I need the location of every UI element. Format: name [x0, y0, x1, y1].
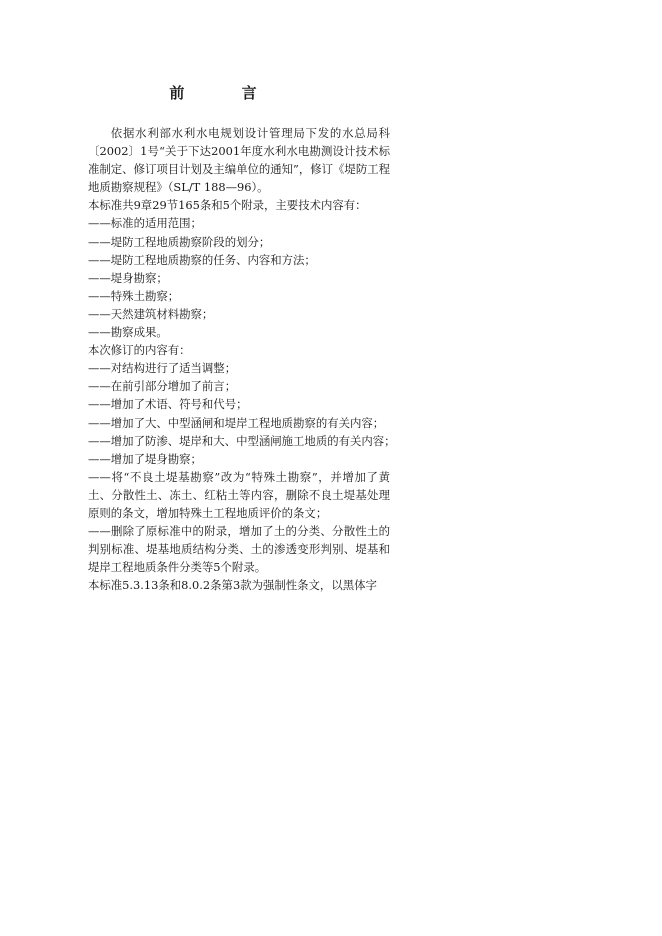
main-item: ——勘察成果。 [88, 325, 168, 340]
revision-item: ——增加了术语、符号和代号； [88, 397, 248, 412]
document-body [88, 124, 396, 594]
main-item: ——天然建筑材料勘察； [88, 306, 214, 321]
paragraph-basis: 依据水利部水利水电规划设计管理局下发的水总局科〔2002〕1号“关于下达2001年度水利水电勘测设计技术标准制定、修订项目计划及主编单位的通知”，修订《堤防工程地质勘察规程》（SL/T 188—96）。 [88, 126, 390, 195]
main-item: ——标准的适用范围； [88, 216, 202, 231]
revision-item: ——对结构进行了适当调整； [88, 361, 237, 376]
revision-item-long: ——将“不良土堤基勘察”改为“特殊土勘察”，并增加了黄土、分散性土、冻土、红粘土等内容，删除不良土堤基处理原则的条文，增加特殊土工程地质评价的条文； [88, 469, 390, 520]
revision-item: ——增加了防渗、堤岸和大、中型涵闸施工地质的有关内容； [88, 433, 396, 448]
revision-item: ——增加了堤身勘察； [88, 451, 202, 466]
revision-item: ——增加了大、中型涵闸和堤岸工程地质勘察的有关内容； [88, 415, 385, 430]
revision-intro: 本次修订的内容有： [88, 343, 191, 358]
paragraph-summary: 本标准共9章29节165条和5个附录，主要技术内容有： [88, 198, 367, 213]
revision-item: ——在前引部分增加了前言； [88, 379, 237, 394]
closing-paragraph: 本标准5.3.13条和8.0.2条第3款为强制性条文，以黑体字 [88, 578, 377, 593]
main-item: ——堤身勘察； [88, 270, 168, 285]
page-title: 前 言 [169, 84, 283, 102]
main-item: ——堤防工程地质勘察阶段的划分； [88, 234, 271, 249]
main-item: ——特殊土勘察； [88, 288, 180, 303]
main-item: ——堤防工程地质勘察的任务、内容和方法； [88, 252, 316, 267]
revision-item-long: ——删除了原标准中的附录，增加了土的分类、分散性土的判别标准、堤基地质结构分类、土的渗透变形判别、堤基和堤岸工程地质条件分类等5个附录。 [88, 524, 390, 575]
